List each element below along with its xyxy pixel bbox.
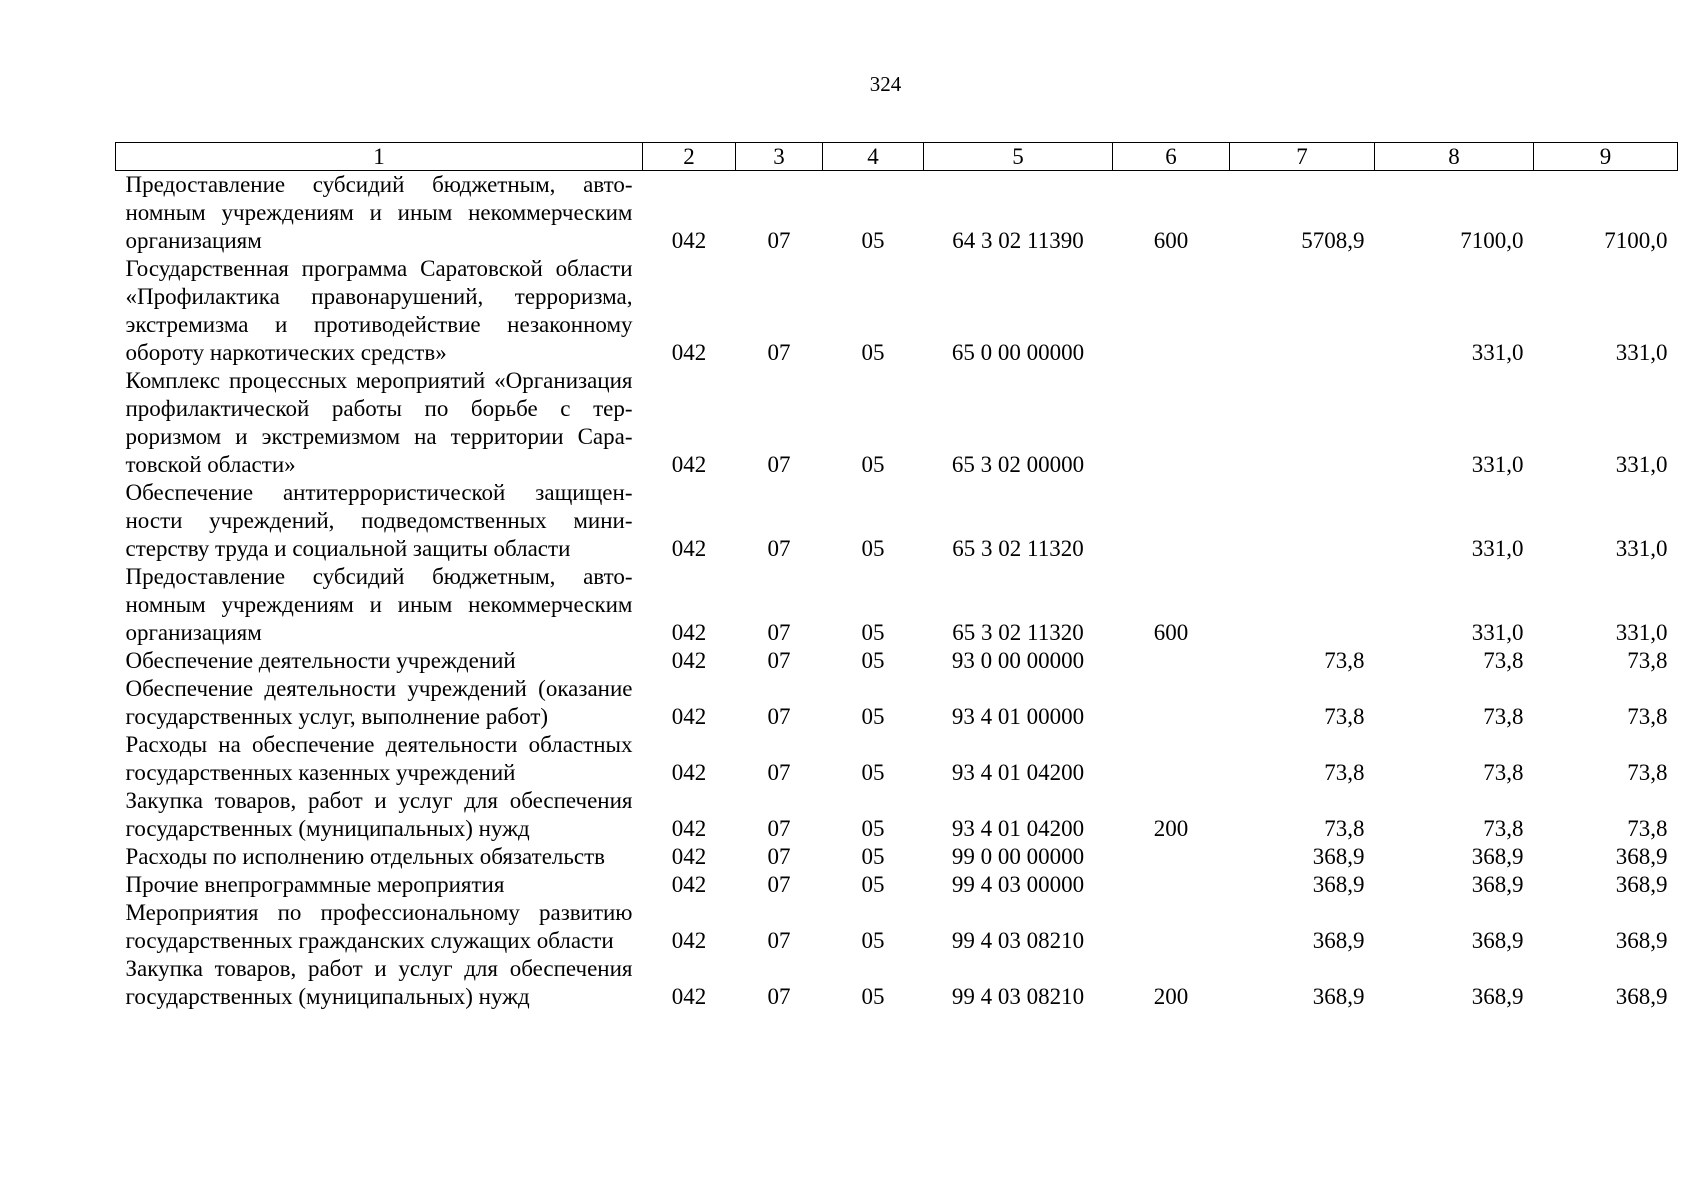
amount-col8-cell: 73,8 [1483,760,1524,785]
table-body [116,171,1678,1012]
amount-col8-cell: 368,9 [1471,984,1524,1009]
target-article-cell: 93 0 00 00000 [951,648,1085,673]
amount-col9-cell: 368,9 [1615,984,1668,1009]
expense-type-cell [1113,899,1230,955]
section-code-cell: 07 [767,984,791,1009]
expense-type-cell: 200 [1153,816,1189,841]
ministry-code-cell: 042 [671,536,707,561]
ministry-code-cell: 042 [671,816,707,841]
subsection-code-cell: 05 [861,872,885,897]
page-number: 324 [869,72,902,96]
amount-col8-cell: 331,0 [1471,620,1524,645]
table-row [116,787,1678,843]
subsection-code-cell: 05 [861,704,885,729]
target-article-cell: 65 0 00 00000 [951,340,1085,365]
amount-col7-cell: 73,8 [1324,816,1365,841]
expense-type-cell [1113,367,1230,479]
section-code-cell: 07 [767,928,791,953]
column-header: 6 [1113,143,1230,171]
amount-col9-cell: 368,9 [1615,844,1668,869]
ministry-code-cell: 042 [671,844,707,869]
ministry-code-cell: 042 [671,928,707,953]
amount-col8-cell: 7100,0 [1460,228,1524,253]
amount-col8-cell: 73,8 [1483,704,1524,729]
ministry-code-cell: 042 [671,340,707,365]
section-code-cell: 07 [767,228,791,253]
table-row [116,955,1678,1011]
table-row [116,367,1678,479]
expense-type-cell: 600 [1153,620,1189,645]
table-row [116,171,1678,256]
target-article-cell: 99 0 00 00000 [951,844,1085,869]
amount-col9-cell: 368,9 [1615,872,1668,897]
row-description: Государственная программа Саратовской области «Профилактика правонарушений, терроризма, экстремизма и противодействие незаконному обороту наркотических средств» [125,256,633,365]
section-code-cell: 07 [767,704,791,729]
target-article-cell: 99 4 03 00000 [951,872,1085,897]
section-code-cell: 07 [767,536,791,561]
expense-type-cell [1113,731,1230,787]
column-header: 4 [823,143,924,171]
amount-col9-cell: 7100,0 [1604,228,1668,253]
table-row [116,871,1678,899]
ministry-code-cell: 042 [671,872,707,897]
column-number-header-row [116,143,1678,171]
amount-col7-cell: 5708,9 [1301,228,1365,253]
section-code-cell: 07 [767,816,791,841]
row-description: Закупка товаров, работ и услуг для обеспечения государственных (муниципальных) нужд [125,956,633,1009]
target-article-cell: 93 4 01 00000 [951,704,1085,729]
amount-col7-cell: 73,8 [1324,760,1365,785]
row-description: Обеспечение деятельности учреждений [125,648,516,673]
subsection-code-cell: 05 [861,228,885,253]
budget-table [115,142,1678,1011]
subsection-code-cell: 05 [861,452,885,477]
amount-col7-cell: 368,9 [1312,872,1365,897]
row-description: Обеспечение антитеррористической защищенности учреждений, подведомственных министерству труда и социальной защиты области [125,480,633,561]
amount-col7-cell: 368,9 [1312,984,1365,1009]
column-header: 3 [736,143,823,171]
amount-col8-cell: 331,0 [1471,340,1524,365]
row-description: Обеспечение деятельности учреждений (оказание государственных услуг, выполнение работ) [125,676,633,729]
row-description: Прочие внепрограммные мероприятия [125,872,505,897]
column-header: 9 [1534,143,1678,171]
amount-col8-cell: 368,9 [1471,872,1524,897]
row-description: Комплекс процессных мероприятий «Организация профилактической работы по борьбе с терроризмом и экстремизмом на территории Саратовской области» [125,368,633,477]
amount-col7-cell [1230,367,1375,479]
ministry-code-cell: 042 [671,620,707,645]
section-code-cell: 07 [767,340,791,365]
expense-type-cell: 200 [1153,984,1189,1009]
section-code-cell: 07 [767,452,791,477]
ministry-code-cell: 042 [671,984,707,1009]
expense-type-cell [1113,843,1230,871]
table-row [116,479,1678,563]
target-article-cell: 99 4 03 08210 [951,928,1085,953]
row-description: Закупка товаров, работ и услуг для обеспечения государственных (муниципальных) нужд [125,788,633,841]
amount-col7-cell: 368,9 [1312,844,1365,869]
amount-col8-cell: 73,8 [1483,816,1524,841]
amount-col7-cell: 73,8 [1324,704,1365,729]
expense-type-cell [1113,647,1230,675]
section-code-cell: 07 [767,844,791,869]
amount-col7-cell: 73,8 [1324,648,1365,673]
amount-col8-cell: 73,8 [1483,648,1524,673]
row-description: Предоставление субсидий бюджетным, автономным учреждениям и иным некоммерческим организациям [125,564,633,645]
section-code-cell: 07 [767,648,791,673]
amount-col7-cell [1230,563,1375,647]
ministry-code-cell: 042 [671,760,707,785]
amount-col7-cell: 368,9 [1312,928,1365,953]
amount-col8-cell: 331,0 [1471,536,1524,561]
row-description: Предоставление субсидий бюджетным, автономным учреждениям и иным некоммерческим организациям [125,172,633,253]
amount-col8-cell: 331,0 [1471,452,1524,477]
target-article-cell: 99 4 03 08210 [951,984,1085,1009]
amount-col9-cell: 368,9 [1615,928,1668,953]
subsection-code-cell: 05 [861,984,885,1009]
amount-col7-cell [1230,479,1375,563]
amount-col9-cell: 331,0 [1615,620,1668,645]
column-header: 8 [1375,143,1534,171]
table-row [116,843,1678,871]
amount-col7-cell [1230,255,1375,367]
ministry-code-cell: 042 [671,704,707,729]
ministry-code-cell: 042 [671,452,707,477]
amount-col9-cell: 73,8 [1627,648,1668,673]
expense-type-cell [1113,675,1230,731]
expense-type-cell: 600 [1153,228,1189,253]
target-article-cell: 93 4 01 04200 [951,816,1085,841]
subsection-code-cell: 05 [861,340,885,365]
table-row [116,899,1678,955]
column-header: 2 [643,143,736,171]
section-code-cell: 07 [767,620,791,645]
target-article-cell: 65 3 02 11320 [952,536,1084,561]
amount-col9-cell: 331,0 [1615,536,1668,561]
subsection-code-cell: 05 [861,760,885,785]
amount-col9-cell: 331,0 [1615,340,1668,365]
section-code-cell: 07 [767,872,791,897]
amount-col9-cell: 73,8 [1627,704,1668,729]
subsection-code-cell: 05 [861,648,885,673]
expense-type-cell [1113,255,1230,367]
table-row [116,731,1678,787]
subsection-code-cell: 05 [861,536,885,561]
table-row [116,675,1678,731]
column-header: 7 [1230,143,1375,171]
row-description: Расходы по исполнению отдельных обязательств [125,844,605,869]
amount-col8-cell: 368,9 [1471,928,1524,953]
expense-type-cell [1113,871,1230,899]
amount-col9-cell: 73,8 [1627,816,1668,841]
table-row [116,255,1678,367]
amount-col9-cell: 73,8 [1627,760,1668,785]
amount-col9-cell: 331,0 [1615,452,1668,477]
subsection-code-cell: 05 [861,620,885,645]
column-header: 5 [924,143,1113,171]
expense-type-cell [1113,479,1230,563]
target-article-cell: 64 3 02 11390 [952,228,1084,253]
section-code-cell: 07 [767,760,791,785]
table-row [116,563,1678,647]
subsection-code-cell: 05 [861,844,885,869]
row-description: Мероприятия по профессиональному развитию государственных гражданских служащих области [125,900,633,953]
subsection-code-cell: 05 [861,816,885,841]
ministry-code-cell: 042 [671,648,707,673]
target-article-cell: 93 4 01 04200 [951,760,1085,785]
target-article-cell: 65 3 02 11320 [952,620,1084,645]
table-row [116,647,1678,675]
column-header: 1 [116,143,643,171]
ministry-code-cell: 042 [671,228,707,253]
row-description: Расходы на обеспечение деятельности областных государственных казенных учреждений [125,732,633,785]
amount-col8-cell: 368,9 [1471,844,1524,869]
subsection-code-cell: 05 [861,928,885,953]
target-article-cell: 65 3 02 00000 [951,452,1085,477]
